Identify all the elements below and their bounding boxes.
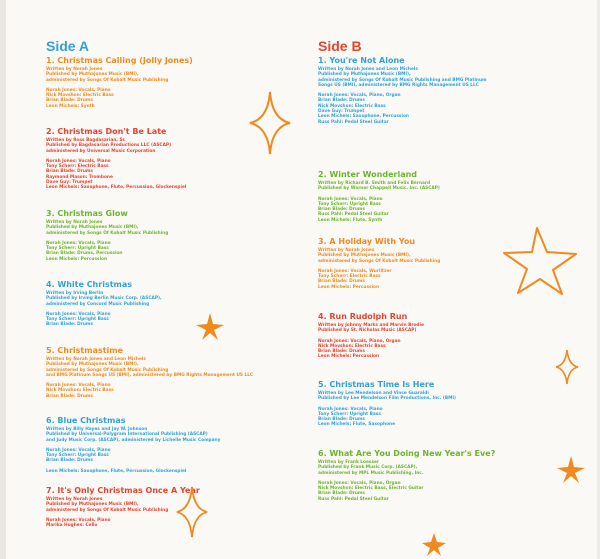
track-credit-line: Brian Blade: Drums [46, 98, 93, 104]
track-credit-line: Leon Michels: Synth [46, 103, 95, 109]
track-credit-line: Published by Muthajones Music (BMI), [46, 72, 139, 78]
track-credit-line: Published by Muthajones Music (BMI), [46, 362, 139, 368]
track-credit-line: Norah Jones: Vocals, Piano, Organ [318, 480, 401, 486]
track-credit-line: administered by Songs Of Kobalt Music Publishing and BMG Platinum [318, 77, 487, 83]
track-credit-line: Brian Blade: Drums [318, 98, 365, 104]
track-credit-line: Written by Norah Jones [46, 497, 103, 502]
track-credit-line: Russ Pahl: Pedal Steel Guitar [318, 496, 389, 502]
track-credit-line: Brian Blade: Drums [318, 349, 365, 355]
track-title: 6. What Are You Doing New Year's Eve? [318, 449, 496, 458]
track-credit-line: Published by Muthajones Music (BMI), [318, 253, 411, 259]
track-credit-line: Written by Norah Jones [318, 248, 375, 253]
sparkle-star-icon [177, 487, 207, 537]
track-credit-line: Norah Jones: Vocals, Piano [46, 517, 111, 523]
track-credit-line: Leon Michels: Percussion [318, 284, 380, 290]
track-credit-line: Tony Scherr: Upright Bass [46, 246, 109, 252]
five-point-star-icon [500, 225, 580, 295]
track-credit-line: Tony Scherr: Upright Bass [318, 201, 381, 207]
track-title: 7. It's Only Christmas Once A Year [46, 486, 200, 495]
track-title: 4. White Christmas [46, 280, 133, 289]
track-credit-line: Published by Bagdasarian Productions LLC (ASCAP) [46, 143, 172, 149]
track-credit-line: Written by Ross Bagdasarian, Sr. [46, 138, 126, 143]
track-credit-line: Leon Michels: Saxophone, Flute, Percussion, Glockenspiel [46, 468, 187, 474]
track-title: 1. Christmas Calling (Jolly Jones) [46, 56, 193, 65]
track-credit-line: Published by Warner Chappell Music, Inc. (ASCAP) [318, 186, 440, 192]
track-credit-line: Norah Jones: Vocals, Piano [318, 406, 383, 412]
track-credit-line: Published by Lee Mendelson Film Productions, Inc. (BMI) [318, 396, 456, 402]
track-title: 1. You're Not Alone [318, 56, 405, 65]
side-b-heading: Side B [318, 38, 362, 54]
track-credit-line: Leon Michels: Flute, Saxophone [318, 422, 396, 428]
track-credit-line: Brian Blade: Drums [46, 393, 93, 399]
track-title: 3. A Holiday With You [318, 237, 416, 246]
track-credit-line: Dave Guy: Trumpet [46, 180, 93, 186]
track-credit-line: administered by Songs Of Kobalt Music Publishing [318, 258, 441, 264]
track-credit-line: Norah Jones: Vocals, Piano [46, 158, 111, 164]
track-credit-line: Brian Blade: Drums [318, 491, 365, 497]
side-a-track [46, 209, 296, 262]
side-b-track [318, 170, 568, 223]
track-credit-line: Nick Movshon: Electric Bass, Electric Guitar [318, 486, 424, 492]
track-credit-line: Norah Jones: Vocals, Piano, Organ [318, 338, 401, 344]
track-credit-line: Brian Blade: Drums [46, 169, 93, 175]
sparkle-star-icon [556, 350, 578, 384]
track-credit-line: Brian Blade: Drums, Percussion [46, 251, 123, 257]
track-credit-line: Brian Blade: Drums [46, 322, 93, 328]
track-credit-line: Tony Scherr: Electric Bass [318, 274, 381, 280]
track-credit-line: Songs US (BMI), administered by BMG Rights Management US LLC [318, 82, 479, 88]
side-b-track [318, 56, 568, 125]
track-credit-line: Leon Michels: Saxophone, Flute, Percussion, Glockenspiel [46, 185, 187, 191]
track-credit-line: Published by Muthajones Music (BMI), [318, 72, 411, 78]
track-credit-line: Brian Blade: Drums [318, 279, 365, 285]
track-credit-line: Leon Michels: Percussion [46, 256, 108, 262]
side-b-track [318, 449, 568, 502]
track-credit-line: Nick Movshon: Electric Bass [46, 388, 114, 394]
track-credit-line: Written by Irving Berlin [46, 291, 104, 296]
track-credit-line: Written by Billy Hayes and Jay W. Johnson [46, 427, 148, 432]
track-credit-line: administered by MPL Music Publishing, Inc. [318, 470, 424, 476]
track-credit-line: Written by Norah Jones [46, 220, 103, 225]
track-title: 2. Christmas Don't Be Late [46, 127, 167, 136]
track-credit-line: Russ Pahl: Pedal Steel Guitar [318, 119, 389, 125]
track-credit-line: administered by Songs Of Kobalt Music Publishing [46, 507, 169, 513]
track-credit-line: Norah Jones: Vocals, Piano, Organ [318, 93, 401, 99]
side-b-track [318, 312, 568, 360]
track-credit-line: administered by Songs Of Kobalt Music Publishing [46, 367, 169, 373]
track-credit-line: Russ Pahl: Pedal Steel Guitar [318, 212, 389, 218]
track-credit-line: Brian Blade: Drums [318, 207, 365, 213]
track-credit-line: administered by Songs Of Kobalt Music Publishing [46, 77, 169, 83]
track-credit-line: Nick Movshon: Electric Bass [46, 93, 114, 99]
track-credit-line: Written by Lee Mendelson and Vince Guaraldi [318, 391, 429, 396]
track-credit-line: Nick Movshon: Electric Bass [318, 343, 386, 349]
track-credit-line: Norah Jones: Vocals, Piano [46, 87, 111, 93]
track-credit-line: and Judy Music Corp. (ASCAP), administered by Lichelle Music Company [46, 437, 221, 443]
track-credit-line: Norah Jones: Vocals, Piano [46, 240, 111, 246]
track-credit-line: administered by Songs Of Kobalt Music Publishing [46, 230, 169, 236]
page-edge-left [0, 0, 6, 559]
asterisk-star-icon [195, 312, 225, 342]
asterisk-star-icon [421, 532, 447, 558]
track-credit-line: and BMG Platinum Songs US (BMI), administered by BMG Rights Management US LLC [46, 372, 254, 378]
asterisk-star-icon [556, 455, 586, 485]
track-title: 4. Run Rudolph Run [318, 312, 408, 321]
side-b-track [318, 380, 568, 428]
track-credit-line: Published by Frank Music Corp. (ASCAP), [318, 465, 418, 471]
track-credit-line: Brian Blade: Drums [46, 458, 93, 464]
track-credit-line: Tony Scherr: Upright Bass [46, 453, 109, 459]
track-credit-line: Norah Jones: Vocals, Piano [46, 311, 111, 317]
track-credit-line: Leon Michels: Percussion [318, 354, 380, 360]
track-credit-line: Dave Guy: Trumpet [318, 109, 365, 115]
side-a-track [46, 486, 296, 528]
track-title: 6. Blue Christmas [46, 416, 126, 425]
track-title: 3. Christmas Glow [46, 209, 128, 218]
track-credit-line: Published by Muthajones Music (BMI), [46, 502, 139, 508]
side-a-track [46, 280, 296, 328]
track-credit-line: Published by Universal-Polygram International Publishing (ASCAP) [46, 432, 208, 438]
track-credit-line: Tony Scherr: Upright Bass [318, 411, 381, 417]
track-credit-line: Written by Norah Jones [46, 67, 103, 72]
track-credit-line: Written by Norah Jones and Leon Michels [318, 67, 418, 72]
track-credit-line: Tony Scherr: Upright Bass [46, 317, 109, 323]
track-credit-line: Raymond Mason: Trombone [46, 174, 113, 180]
track-credit-line: Nick Movshon: Electric Bass [318, 103, 386, 109]
track-credit-line: Leon Michels: Saxophone, Percussion [318, 114, 409, 120]
track-credit-line: Norah Jones: Vocals, Piano [46, 447, 111, 453]
track-credit-line: Norah Jones: Vocals, Wurlitzer [318, 268, 392, 274]
side-a-heading: Side A [46, 38, 90, 54]
track-credit-line: Marika Hughes: Cello [46, 523, 98, 529]
track-credit-line: Norah Jones: Vocals, Piano [46, 383, 111, 389]
track-credit-line: Published by St. Nicholas Music (ASCAP) [318, 328, 417, 334]
track-title: 2. Winter Wonderland [318, 170, 418, 179]
track-credit-line: Published by Muthajones Music (BMI), [46, 225, 139, 231]
track-credit-line: Brian Blade: Drums [318, 417, 365, 423]
track-credit-line: Norah Jones: Vocals, Piano [318, 196, 383, 202]
sparkle-star-icon [250, 92, 290, 154]
side-a-track [46, 346, 296, 399]
track-credit-line: administered by Concord Music Publishing [46, 301, 150, 307]
track-credit-line: Written by Johnny Marks and Marvin Brodie [318, 323, 424, 328]
side-a-track [46, 416, 296, 474]
track-credit-line: Written by Frank Loesser [318, 460, 380, 465]
track-title: 5. Christmastime [46, 346, 124, 355]
track-credit-line: Published by Irving Berlin Music Corp. (ASCAP), [46, 296, 162, 302]
track-credit-line: Tony Scherr: Electric Bass [46, 164, 109, 170]
track-credit-line: Leon Michels: Flute, Synth [318, 217, 383, 223]
track-title: 5. Christmas Time Is Here [318, 380, 435, 389]
track-credit-line: Written by Norah Jones and Leon Michels [46, 357, 146, 362]
track-credit-line: administered by Universal Music Corporation [46, 148, 156, 154]
track-credit-line: Written by Richard B. Smith and Felix Bernard [318, 181, 431, 186]
